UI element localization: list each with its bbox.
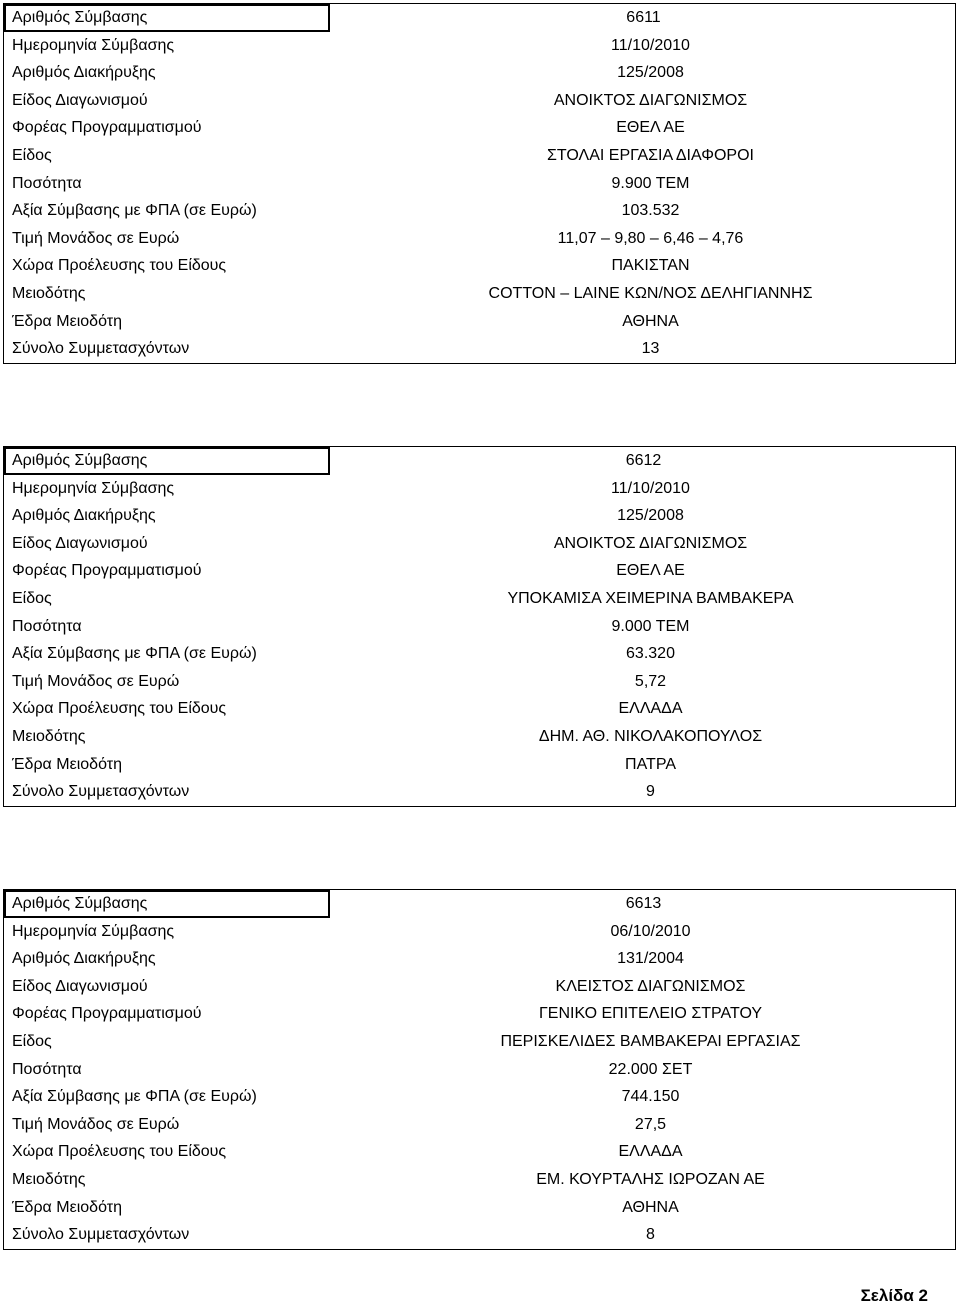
record-row bbox=[4, 1028, 955, 1056]
field-value: 06/10/2010 bbox=[610, 922, 691, 940]
record-row bbox=[4, 557, 955, 585]
field-value: 125/2008 bbox=[617, 507, 684, 525]
record-row bbox=[4, 723, 955, 751]
field-value: ΕΛΛΑΔΑ bbox=[618, 1143, 683, 1161]
field-value: ΑΝΟΙΚΤΟΣ ΔΙΑΓΩΝΙΣΜΟΣ bbox=[553, 91, 748, 109]
record-row bbox=[4, 447, 955, 475]
record-row bbox=[4, 1000, 955, 1028]
record-row bbox=[4, 252, 955, 280]
field-value: 5,72 bbox=[634, 672, 667, 690]
field-label: Αριθμός Σύμβασης bbox=[12, 9, 148, 26]
contract-record-1 bbox=[3, 3, 956, 364]
field-value: 125/2008 bbox=[617, 64, 684, 82]
record-row bbox=[4, 475, 955, 503]
record-row bbox=[4, 918, 955, 946]
field-label: Αξία Σύμβασης με ΦΠΑ (σε Ευρώ) bbox=[12, 645, 257, 663]
record-row bbox=[4, 1166, 955, 1194]
record-row bbox=[4, 4, 955, 32]
field-label: Ημερομηνία Σύμβασης bbox=[12, 36, 175, 54]
field-value: 131/2004 bbox=[617, 950, 684, 968]
record-row bbox=[4, 197, 955, 225]
field-value: ΚΛΕΙΣΤΟΣ ΔΙΑΓΩΝΙΣΜΟΣ bbox=[555, 977, 746, 995]
record-row bbox=[4, 335, 955, 363]
field-label: Είδος Διαγωνισμού bbox=[12, 91, 148, 109]
field-value: 13 bbox=[641, 340, 660, 358]
record-row bbox=[4, 308, 955, 336]
field-value: ΓΕΝΙΚΟ ΕΠΙΤΕΛΕΙΟ ΣΤΡΑΤΟΥ bbox=[538, 1005, 763, 1023]
field-label: Είδος Διαγωνισμού bbox=[12, 977, 148, 995]
field-value: 27,5 bbox=[634, 1115, 667, 1133]
field-label: Αριθμός Διακήρυξης bbox=[12, 950, 156, 968]
field-label: Χώρα Προέλευσης του Είδους bbox=[12, 700, 227, 718]
field-label: Ημερομηνία Σύμβασης bbox=[12, 479, 175, 497]
record-row bbox=[4, 170, 955, 198]
field-label: Φορέας Προγραμματισμού bbox=[12, 562, 202, 580]
field-value: ΠΑΚΙΣΤΑΝ bbox=[611, 257, 690, 275]
record-row bbox=[4, 59, 955, 87]
field-label: Αξία Σύμβασης με ΦΠΑ (σε Ευρώ) bbox=[12, 202, 257, 220]
record-row bbox=[4, 778, 955, 806]
record-row bbox=[4, 890, 955, 918]
field-value: 11/10/2010 bbox=[611, 36, 690, 54]
field-value: 6612 bbox=[625, 452, 662, 469]
field-value: 9.900 ΤΕΜ bbox=[611, 174, 690, 192]
record-row bbox=[4, 1083, 955, 1111]
record-row bbox=[4, 668, 955, 696]
field-value: ΥΠΟΚΑΜΙΣΑ ΧΕΙΜΕΡΙΝΑ ΒΑΜΒΑΚΕΡΑ bbox=[507, 589, 794, 607]
field-value: 6611 bbox=[626, 9, 661, 26]
contract-record-3 bbox=[3, 889, 956, 1250]
field-label: Αριθμός Σύμβασης bbox=[12, 895, 148, 912]
field-label: Ποσότητα bbox=[12, 1060, 82, 1078]
field-label: Μειοδότης bbox=[12, 727, 86, 745]
contract-record-2 bbox=[3, 446, 956, 807]
record-row bbox=[4, 973, 955, 1001]
record-row bbox=[4, 1221, 955, 1249]
field-label: Ημερομηνία Σύμβασης bbox=[12, 922, 175, 940]
record-row bbox=[4, 613, 955, 641]
field-label: Έδρα Μειοδότη bbox=[12, 1198, 122, 1216]
record-row bbox=[4, 1138, 955, 1166]
field-label: Έδρα Μειοδότη bbox=[12, 312, 122, 330]
field-value: ΕΜ. ΚΟΥΡΤΑΛΗΣ ΙΩΡΟΖΑΝ ΑΕ bbox=[536, 1170, 765, 1188]
field-label: Αξία Σύμβασης με ΦΠΑ (σε Ευρώ) bbox=[12, 1088, 257, 1106]
record-row bbox=[4, 695, 955, 723]
field-value: ΠΑΤΡΑ bbox=[625, 755, 676, 773]
field-label: Φορέας Προγραμματισμού bbox=[12, 1005, 202, 1023]
record-row bbox=[4, 585, 955, 613]
record-row bbox=[4, 530, 955, 558]
field-value: 63.320 bbox=[626, 645, 675, 663]
field-label: Αριθμός Σύμβασης bbox=[12, 452, 148, 469]
field-label: Σύνολο Συμμετασχόντων bbox=[12, 783, 190, 801]
field-value: 11,07 – 9,80 – 6,46 – 4,76 bbox=[557, 229, 744, 247]
record-row bbox=[4, 114, 955, 142]
field-label: Χώρα Προέλευσης του Είδους bbox=[12, 1143, 227, 1161]
field-value: ΑΝΟΙΚΤΟΣ ΔΙΑΓΩΝΙΣΜΟΣ bbox=[553, 534, 748, 552]
field-label: Ποσότητα bbox=[12, 174, 82, 192]
field-value: ΣΤΟΛΑΙ ΕΡΓΑΣΙΑ ΔΙΑΦΟΡΟΙ bbox=[547, 146, 754, 164]
field-value: ΑΘΗΝΑ bbox=[622, 1198, 679, 1216]
field-value: ΕΘΕΛ ΑΕ bbox=[616, 562, 685, 580]
field-label: Σύνολο Συμμετασχόντων bbox=[12, 1226, 190, 1244]
field-label: Είδος bbox=[12, 146, 52, 164]
field-label: Έδρα Μειοδότη bbox=[12, 755, 122, 773]
field-value: 9 bbox=[646, 783, 655, 801]
record-row bbox=[4, 32, 955, 60]
record-row bbox=[4, 751, 955, 779]
field-label: Είδος bbox=[12, 1032, 52, 1050]
field-label: Ποσότητα bbox=[12, 617, 82, 635]
field-value: 103.532 bbox=[621, 202, 680, 220]
field-label: Αριθμός Διακήρυξης bbox=[12, 507, 156, 525]
record-row bbox=[4, 1194, 955, 1222]
field-label: Τιμή Μονάδος σε Ευρώ bbox=[12, 1115, 180, 1133]
field-label: Τιμή Μονάδος σε Ευρώ bbox=[12, 672, 180, 690]
field-value: 9.000 ΤΕΜ bbox=[611, 617, 690, 635]
field-label: Χώρα Προέλευσης του Είδους bbox=[12, 257, 227, 275]
field-label: Μειοδότης bbox=[12, 284, 86, 302]
field-label: Είδος bbox=[12, 589, 52, 607]
field-value: ΠΕΡΙΣΚΕΛΙΔΕΣ ΒΑΜΒΑΚΕΡΑΙ ΕΡΓΑΣΙΑΣ bbox=[500, 1032, 801, 1050]
field-value: 11/10/2010 bbox=[611, 479, 690, 497]
field-value: 22.000 ΣΕΤ bbox=[608, 1060, 693, 1078]
field-value: ΕΛΛΑΔΑ bbox=[618, 700, 683, 718]
field-value: 6613 bbox=[625, 895, 662, 912]
field-label: Φορέας Προγραμματισμού bbox=[12, 119, 202, 137]
record-row bbox=[4, 1111, 955, 1139]
record-row bbox=[4, 87, 955, 115]
record-row bbox=[4, 280, 955, 308]
field-label: Τιμή Μονάδος σε Ευρώ bbox=[12, 229, 180, 247]
record-row bbox=[4, 225, 955, 253]
record-row bbox=[4, 640, 955, 668]
record-row bbox=[4, 502, 955, 530]
field-value: ΕΘΕΛ ΑΕ bbox=[616, 119, 685, 137]
record-row bbox=[4, 945, 955, 973]
field-label: Μειοδότης bbox=[12, 1170, 86, 1188]
field-value: ΑΘΗΝΑ bbox=[622, 312, 679, 330]
field-value: 744.150 bbox=[621, 1088, 680, 1106]
field-label: Είδος Διαγωνισμού bbox=[12, 534, 148, 552]
record-row bbox=[4, 1056, 955, 1084]
record-row bbox=[4, 142, 955, 170]
field-value: 8 bbox=[646, 1226, 655, 1244]
field-label: Σύνολο Συμμετασχόντων bbox=[12, 340, 190, 358]
field-label: Αριθμός Διακήρυξης bbox=[12, 64, 156, 82]
field-value: ΔΗΜ. ΑΘ. ΝΙΚΟΛΑΚΟΠΟΥΛΟΣ bbox=[538, 727, 763, 745]
field-value: COTTON – LAINE ΚΩΝ/ΝΟΣ ΔΕΛΗΓΙΑΝΝΗΣ bbox=[488, 284, 813, 302]
page-number: Σελίδα 2 bbox=[860, 1286, 928, 1305]
